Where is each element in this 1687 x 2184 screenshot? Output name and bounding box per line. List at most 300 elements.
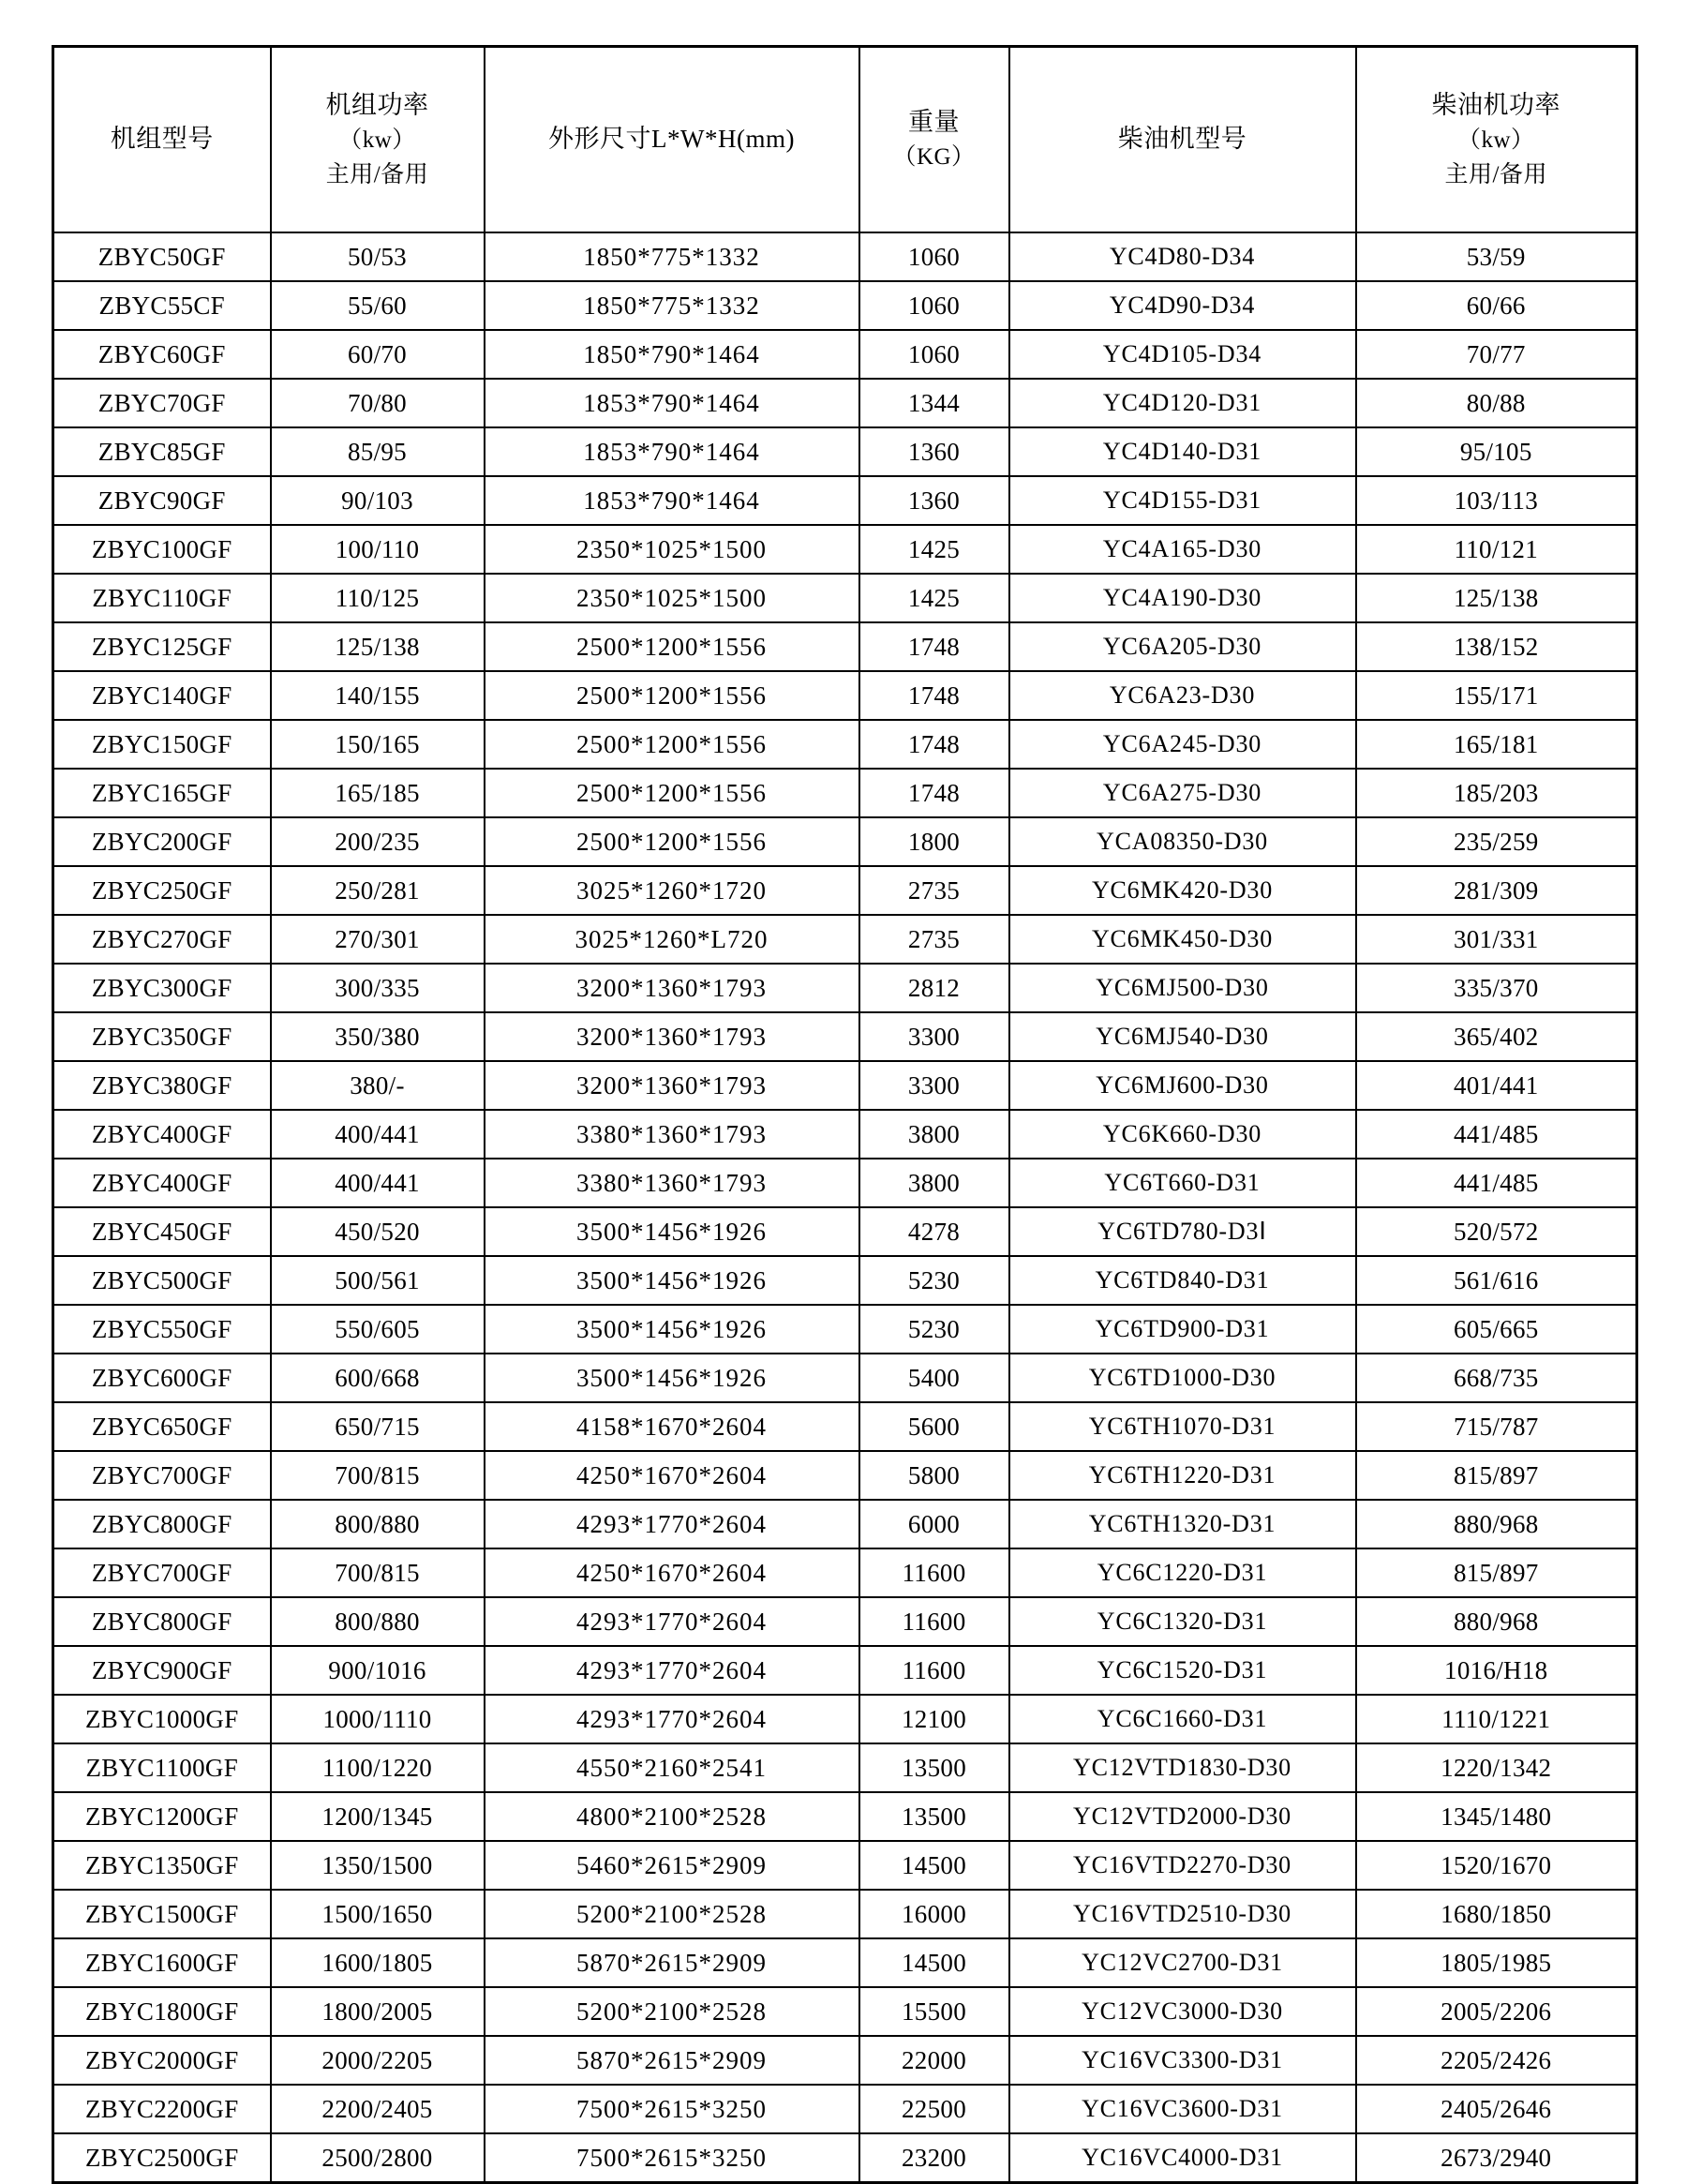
cell-unit-model: ZBYC125GF (53, 622, 271, 671)
cell-weight: 15500 (859, 1987, 1009, 2036)
cell-weight: 1360 (859, 476, 1009, 525)
table-row (53, 1354, 1637, 1402)
cell-engine-model: YC6C1320-D31 (1009, 1597, 1356, 1646)
cell-unit-model: ZBYC110GF (53, 574, 271, 622)
cell-engine-model: YC12VTD1830-D30 (1009, 1743, 1356, 1792)
column-header-line: 主用/备用 (325, 161, 429, 187)
cell-engine-power: 1220/1342 (1356, 1743, 1637, 1792)
cell-engine-model: YC12VC3000-D30 (1009, 1987, 1356, 2036)
cell-unit-power: 250/281 (271, 866, 485, 915)
cell-unit-model: ZBYC60GF (53, 330, 271, 379)
cell-unit-model: ZBYC270GF (53, 915, 271, 964)
cell-engine-model: YC6TH1070-D31 (1009, 1402, 1356, 1451)
cell-weight: 22000 (859, 2036, 1009, 2085)
generator-spec-table (52, 45, 1638, 2184)
cell-unit-model: ZBYC700GF (53, 1548, 271, 1597)
cell-unit-power: 800/880 (271, 1500, 485, 1548)
cell-unit-power: 400/441 (271, 1159, 485, 1207)
table-row (53, 1305, 1637, 1354)
cell-engine-model: YC6K660-D30 (1009, 1110, 1356, 1159)
table-body (53, 232, 1637, 2183)
cell-dimensions: 1853*790*1464 (485, 427, 859, 476)
cell-engine-model: YC6MK450-D30 (1009, 915, 1356, 964)
table-row (53, 720, 1637, 769)
cell-dimensions: 4293*1770*2604 (485, 1597, 859, 1646)
table-row (53, 915, 1637, 964)
cell-engine-model: YC4D90-D34 (1009, 281, 1356, 330)
cell-weight: 1800 (859, 817, 1009, 866)
cell-dimensions: 7500*2615*3250 (485, 2133, 859, 2183)
column-header-unit-model (53, 47, 271, 233)
table-row (53, 281, 1637, 330)
cell-unit-model: ZBYC2200GF (53, 2085, 271, 2133)
cell-weight: 1060 (859, 232, 1009, 281)
cell-engine-power: 301/331 (1356, 915, 1637, 964)
cell-engine-power: 880/968 (1356, 1597, 1637, 1646)
cell-unit-power: 1100/1220 (271, 1743, 485, 1792)
cell-dimensions: 1850*775*1332 (485, 232, 859, 281)
cell-dimensions: 2350*1025*1500 (485, 574, 859, 622)
cell-weight: 16000 (859, 1890, 1009, 1938)
table-row (53, 2085, 1637, 2133)
cell-unit-model: ZBYC2000GF (53, 2036, 271, 2085)
cell-dimensions: 4250*1670*2604 (485, 1548, 859, 1597)
cell-unit-model: ZBYC1600GF (53, 1938, 271, 1987)
cell-engine-power: 1016/H18 (1356, 1646, 1637, 1695)
column-header-line: 外形尺寸L*W*H(mm) (548, 125, 795, 154)
cell-engine-power: 2205/2426 (1356, 2036, 1637, 2085)
cell-engine-power: 53/59 (1356, 232, 1637, 281)
cell-engine-model: YC6C1220-D31 (1009, 1548, 1356, 1597)
column-header-line: 重量 (908, 108, 960, 137)
cell-weight: 2812 (859, 964, 1009, 1012)
cell-dimensions: 2500*1200*1556 (485, 720, 859, 769)
cell-engine-model: YC4D140-D31 (1009, 427, 1356, 476)
cell-unit-model: ZBYC600GF (53, 1354, 271, 1402)
cell-engine-model: YC6A275-D30 (1009, 769, 1356, 817)
cell-engine-power: 2405/2646 (1356, 2085, 1637, 2133)
table-row (53, 1890, 1637, 1938)
table-row (53, 1159, 1637, 1207)
cell-weight: 3300 (859, 1012, 1009, 1061)
cell-dimensions: 1853*790*1464 (485, 476, 859, 525)
cell-unit-power: 700/815 (271, 1548, 485, 1597)
table-header (53, 47, 1637, 233)
table-row (53, 1061, 1637, 1110)
cell-dimensions: 5460*2615*2909 (485, 1841, 859, 1890)
cell-dimensions: 5870*2615*2909 (485, 1938, 859, 1987)
cell-dimensions: 7500*2615*3250 (485, 2085, 859, 2133)
cell-unit-power: 70/80 (271, 379, 485, 427)
cell-dimensions: 4293*1770*2604 (485, 1646, 859, 1695)
cell-weight: 3800 (859, 1159, 1009, 1207)
column-header-line: （KG） (892, 144, 976, 171)
cell-engine-power: 70/77 (1356, 330, 1637, 379)
cell-unit-power: 450/520 (271, 1207, 485, 1256)
cell-unit-power: 150/165 (271, 720, 485, 769)
cell-weight: 1425 (859, 574, 1009, 622)
table-row (53, 671, 1637, 720)
cell-unit-power: 2200/2405 (271, 2085, 485, 2133)
cell-engine-power: 138/152 (1356, 622, 1637, 671)
cell-unit-power: 2500/2800 (271, 2133, 485, 2183)
cell-dimensions: 4800*2100*2528 (485, 1792, 859, 1841)
column-header-engine-model (1009, 47, 1356, 233)
cell-dimensions: 3500*1456*1926 (485, 1305, 859, 1354)
cell-engine-model: YC6T660-D31 (1009, 1159, 1356, 1207)
cell-engine-power: 110/121 (1356, 525, 1637, 574)
cell-dimensions: 3500*1456*1926 (485, 1354, 859, 1402)
cell-unit-power: 600/668 (271, 1354, 485, 1402)
cell-engine-power: 1805/1985 (1356, 1938, 1637, 1987)
table-row (53, 1548, 1637, 1597)
cell-engine-power: 1680/1850 (1356, 1890, 1637, 1938)
cell-engine-power: 185/203 (1356, 769, 1637, 817)
cell-dimensions: 3200*1360*1793 (485, 1012, 859, 1061)
cell-engine-model: YC4A165-D30 (1009, 525, 1356, 574)
cell-unit-model: ZBYC250GF (53, 866, 271, 915)
column-header-line: 柴油机功率 (1431, 91, 1560, 120)
cell-engine-model: YC6TD840-D31 (1009, 1256, 1356, 1305)
cell-engine-model: YC16VC3600-D31 (1009, 2085, 1356, 2133)
cell-engine-power: 668/735 (1356, 1354, 1637, 1402)
cell-engine-power: 715/787 (1356, 1402, 1637, 1451)
cell-unit-model: ZBYC1000GF (53, 1695, 271, 1743)
cell-engine-model: YC4D105-D34 (1009, 330, 1356, 379)
cell-unit-power: 1800/2005 (271, 1987, 485, 2036)
cell-unit-power: 1350/1500 (271, 1841, 485, 1890)
table-row (53, 1110, 1637, 1159)
cell-engine-model: YC6C1660-D31 (1009, 1695, 1356, 1743)
column-header-line: 机组功率 (325, 91, 429, 120)
cell-unit-model: ZBYC90GF (53, 476, 271, 525)
column-header-line: （kw） (338, 127, 416, 154)
cell-unit-power: 800/880 (271, 1597, 485, 1646)
cell-unit-model: ZBYC800GF (53, 1597, 271, 1646)
table-row (53, 574, 1637, 622)
table-row (53, 1938, 1637, 1987)
cell-dimensions: 4250*1670*2604 (485, 1451, 859, 1500)
cell-engine-power: 155/171 (1356, 671, 1637, 720)
cell-unit-model: ZBYC300GF (53, 964, 271, 1012)
cell-engine-power: 80/88 (1356, 379, 1637, 427)
cell-engine-power: 235/259 (1356, 817, 1637, 866)
table-row (53, 330, 1637, 379)
cell-unit-power: 300/335 (271, 964, 485, 1012)
cell-weight: 1748 (859, 671, 1009, 720)
cell-dimensions: 4158*1670*2604 (485, 1402, 859, 1451)
column-header-line: （kw） (1456, 127, 1535, 154)
cell-engine-power: 441/485 (1356, 1110, 1637, 1159)
table-row (53, 964, 1637, 1012)
cell-unit-model: ZBYC55CF (53, 281, 271, 330)
cell-engine-power: 605/665 (1356, 1305, 1637, 1354)
cell-unit-power: 110/125 (271, 574, 485, 622)
cell-engine-model: YC6A205-D30 (1009, 622, 1356, 671)
cell-dimensions: 3500*1456*1926 (485, 1207, 859, 1256)
cell-unit-power: 100/110 (271, 525, 485, 574)
cell-engine-power: 60/66 (1356, 281, 1637, 330)
cell-unit-power: 1000/1110 (271, 1695, 485, 1743)
cell-weight: 1060 (859, 281, 1009, 330)
cell-unit-power: 1600/1805 (271, 1938, 485, 1987)
column-header-weight (859, 47, 1009, 233)
column-header-unit-power (271, 47, 485, 233)
cell-unit-power: 140/155 (271, 671, 485, 720)
cell-unit-power: 125/138 (271, 622, 485, 671)
cell-unit-model: ZBYC1100GF (53, 1743, 271, 1792)
cell-unit-model: ZBYC50GF (53, 232, 271, 281)
cell-engine-power: 401/441 (1356, 1061, 1637, 1110)
table-row (53, 622, 1637, 671)
cell-unit-model: ZBYC1200GF (53, 1792, 271, 1841)
cell-engine-model: YC4A190-D30 (1009, 574, 1356, 622)
column-header-line: 柴油机型号 (1117, 125, 1247, 154)
cell-unit-model: ZBYC85GF (53, 427, 271, 476)
cell-unit-power: 700/815 (271, 1451, 485, 1500)
cell-unit-model: ZBYC500GF (53, 1256, 271, 1305)
cell-unit-power: 380/- (271, 1061, 485, 1110)
table-row (53, 1695, 1637, 1743)
cell-weight: 1344 (859, 379, 1009, 427)
cell-unit-model: ZBYC2500GF (53, 2133, 271, 2183)
column-header-line: 机组型号 (110, 125, 214, 154)
cell-engine-model: YC16VC3300-D31 (1009, 2036, 1356, 2085)
cell-engine-model: YC6MK420-D30 (1009, 866, 1356, 915)
table-row (53, 525, 1637, 574)
cell-weight: 1060 (859, 330, 1009, 379)
cell-engine-model: YC16VTD2510-D30 (1009, 1890, 1356, 1938)
cell-unit-model: ZBYC350GF (53, 1012, 271, 1061)
cell-unit-model: ZBYC800GF (53, 1500, 271, 1548)
cell-weight: 1748 (859, 622, 1009, 671)
cell-dimensions: 3500*1456*1926 (485, 1256, 859, 1305)
cell-weight: 1425 (859, 525, 1009, 574)
cell-weight: 23200 (859, 2133, 1009, 2183)
table-row (53, 1743, 1637, 1792)
header-row (53, 47, 1637, 233)
cell-dimensions: 2350*1025*1500 (485, 525, 859, 574)
table-row (53, 1207, 1637, 1256)
table-row (53, 427, 1637, 476)
cell-engine-model: YC4D120-D31 (1009, 379, 1356, 427)
cell-unit-model: ZBYC200GF (53, 817, 271, 866)
table-row (53, 232, 1637, 281)
cell-engine-model: YCA08350-D30 (1009, 817, 1356, 866)
cell-unit-model: ZBYC1350GF (53, 1841, 271, 1890)
cell-engine-model: YC6A23-D30 (1009, 671, 1356, 720)
table-row (53, 1646, 1637, 1695)
cell-weight: 6000 (859, 1500, 1009, 1548)
cell-weight: 14500 (859, 1938, 1009, 1987)
cell-unit-power: 900/1016 (271, 1646, 485, 1695)
cell-unit-model: ZBYC165GF (53, 769, 271, 817)
cell-unit-model: ZBYC900GF (53, 1646, 271, 1695)
cell-dimensions: 1850*790*1464 (485, 330, 859, 379)
cell-unit-model: ZBYC380GF (53, 1061, 271, 1110)
table-row (53, 1256, 1637, 1305)
cell-dimensions: 2500*1200*1556 (485, 769, 859, 817)
cell-dimensions: 1853*790*1464 (485, 379, 859, 427)
cell-engine-power: 815/897 (1356, 1451, 1637, 1500)
cell-unit-model: ZBYC100GF (53, 525, 271, 574)
cell-engine-model: YC6MJ600-D30 (1009, 1061, 1356, 1110)
cell-unit-power: 650/715 (271, 1402, 485, 1451)
cell-unit-model: ZBYC400GF (53, 1159, 271, 1207)
cell-unit-power: 165/185 (271, 769, 485, 817)
table-row (53, 2133, 1637, 2183)
table-row (53, 1792, 1637, 1841)
cell-weight: 5600 (859, 1402, 1009, 1451)
cell-weight: 13500 (859, 1743, 1009, 1792)
cell-dimensions: 5200*2100*2528 (485, 1890, 859, 1938)
cell-engine-model: YC12VC2700-D31 (1009, 1938, 1356, 1987)
cell-weight: 11600 (859, 1597, 1009, 1646)
cell-unit-model: ZBYC450GF (53, 1207, 271, 1256)
cell-dimensions: 4550*2160*2541 (485, 1743, 859, 1792)
cell-weight: 2735 (859, 866, 1009, 915)
cell-dimensions: 3200*1360*1793 (485, 1061, 859, 1110)
cell-dimensions: 2500*1200*1556 (485, 622, 859, 671)
cell-unit-model: ZBYC150GF (53, 720, 271, 769)
cell-unit-model: ZBYC650GF (53, 1402, 271, 1451)
cell-engine-power: 125/138 (1356, 574, 1637, 622)
cell-unit-power: 1500/1650 (271, 1890, 485, 1938)
cell-dimensions: 1850*775*1332 (485, 281, 859, 330)
cell-unit-power: 1200/1345 (271, 1792, 485, 1841)
cell-engine-power: 95/105 (1356, 427, 1637, 476)
cell-engine-power: 880/968 (1356, 1500, 1637, 1548)
cell-engine-model: YC6MJ500-D30 (1009, 964, 1356, 1012)
cell-weight: 1748 (859, 769, 1009, 817)
cell-engine-model: YC16VTD2270-D30 (1009, 1841, 1356, 1890)
cell-engine-power: 165/181 (1356, 720, 1637, 769)
table-row (53, 866, 1637, 915)
cell-engine-model: YC16VC4000-D31 (1009, 2133, 1356, 2183)
cell-weight: 22500 (859, 2085, 1009, 2133)
cell-weight: 5230 (859, 1256, 1009, 1305)
cell-unit-power: 550/605 (271, 1305, 485, 1354)
cell-engine-model: YC6TH1320-D31 (1009, 1500, 1356, 1548)
table-row (53, 1500, 1637, 1548)
cell-unit-power: 50/53 (271, 232, 485, 281)
cell-weight: 3800 (859, 1110, 1009, 1159)
cell-engine-power: 2673/2940 (1356, 2133, 1637, 2183)
cell-engine-model: YC4D80-D34 (1009, 232, 1356, 281)
cell-engine-power: 281/309 (1356, 866, 1637, 915)
table-row (53, 1987, 1637, 2036)
table-row (53, 769, 1637, 817)
cell-dimensions: 2500*1200*1556 (485, 817, 859, 866)
table-row (53, 1597, 1637, 1646)
cell-engine-model: YC6TD1000-D30 (1009, 1354, 1356, 1402)
cell-engine-power: 2005/2206 (1356, 1987, 1637, 2036)
cell-dimensions: 3200*1360*1793 (485, 964, 859, 1012)
cell-unit-model: ZBYC400GF (53, 1110, 271, 1159)
cell-weight: 4278 (859, 1207, 1009, 1256)
cell-unit-model: ZBYC70GF (53, 379, 271, 427)
cell-unit-power: 350/380 (271, 1012, 485, 1061)
column-header-line: 主用/备用 (1444, 161, 1547, 187)
cell-engine-power: 441/485 (1356, 1159, 1637, 1207)
cell-dimensions: 5200*2100*2528 (485, 1987, 859, 2036)
cell-dimensions: 4293*1770*2604 (485, 1695, 859, 1743)
cell-engine-power: 1110/1221 (1356, 1695, 1637, 1743)
cell-engine-model: YC4D155-D31 (1009, 476, 1356, 525)
cell-engine-power: 365/402 (1356, 1012, 1637, 1061)
cell-weight: 13500 (859, 1792, 1009, 1841)
cell-engine-power: 335/370 (1356, 964, 1637, 1012)
cell-unit-model: ZBYC1500GF (53, 1890, 271, 1938)
cell-unit-power: 90/103 (271, 476, 485, 525)
cell-engine-model: YC6C1520-D31 (1009, 1646, 1356, 1695)
cell-unit-model: ZBYC1800GF (53, 1987, 271, 2036)
table-row (53, 1451, 1637, 1500)
cell-weight: 1748 (859, 720, 1009, 769)
cell-weight: 11600 (859, 1548, 1009, 1597)
cell-unit-model: ZBYC550GF (53, 1305, 271, 1354)
cell-weight: 3300 (859, 1061, 1009, 1110)
cell-dimensions: 3380*1360*1793 (485, 1159, 859, 1207)
cell-weight: 5230 (859, 1305, 1009, 1354)
table-row (53, 1841, 1637, 1890)
cell-dimensions: 3025*1260*1720 (485, 866, 859, 915)
cell-unit-model: ZBYC140GF (53, 671, 271, 720)
cell-weight: 2735 (859, 915, 1009, 964)
cell-weight: 1360 (859, 427, 1009, 476)
cell-engine-power: 1345/1480 (1356, 1792, 1637, 1841)
cell-engine-power: 1520/1670 (1356, 1841, 1637, 1890)
cell-engine-power: 103/113 (1356, 476, 1637, 525)
table-row (53, 1012, 1637, 1061)
cell-engine-power: 815/897 (1356, 1548, 1637, 1597)
cell-engine-model: YC12VTD2000-D30 (1009, 1792, 1356, 1841)
cell-weight: 14500 (859, 1841, 1009, 1890)
cell-unit-power: 200/235 (271, 817, 485, 866)
cell-dimensions: 2500*1200*1556 (485, 671, 859, 720)
cell-engine-model: YC6TD900-D31 (1009, 1305, 1356, 1354)
column-header-dimensions (485, 47, 859, 233)
cell-weight: 5800 (859, 1451, 1009, 1500)
cell-weight: 5400 (859, 1354, 1009, 1402)
cell-engine-model: YC6MJ540-D30 (1009, 1012, 1356, 1061)
cell-engine-model: YC6A245-D30 (1009, 720, 1356, 769)
table-row (53, 379, 1637, 427)
cell-weight: 11600 (859, 1646, 1009, 1695)
column-header-engine-power (1356, 47, 1637, 233)
cell-unit-power: 500/561 (271, 1256, 485, 1305)
cell-dimensions: 4293*1770*2604 (485, 1500, 859, 1548)
cell-unit-model: ZBYC700GF (53, 1451, 271, 1500)
cell-unit-power: 270/301 (271, 915, 485, 964)
cell-weight: 12100 (859, 1695, 1009, 1743)
table-row (53, 476, 1637, 525)
cell-unit-power: 85/95 (271, 427, 485, 476)
cell-engine-power: 561/616 (1356, 1256, 1637, 1305)
cell-engine-power: 520/572 (1356, 1207, 1637, 1256)
cell-unit-power: 55/60 (271, 281, 485, 330)
cell-unit-power: 2000/2205 (271, 2036, 485, 2085)
cell-dimensions: 5870*2615*2909 (485, 2036, 859, 2085)
table-row (53, 2036, 1637, 2085)
cell-unit-power: 60/70 (271, 330, 485, 379)
cell-engine-model: YC6TH1220-D31 (1009, 1451, 1356, 1500)
table-row (53, 817, 1637, 866)
cell-dimensions: 3025*1260*L720 (485, 915, 859, 964)
cell-dimensions: 3380*1360*1793 (485, 1110, 859, 1159)
table-row (53, 1402, 1637, 1451)
cell-engine-model: YC6TD780-D3Ⅰ (1009, 1207, 1356, 1256)
